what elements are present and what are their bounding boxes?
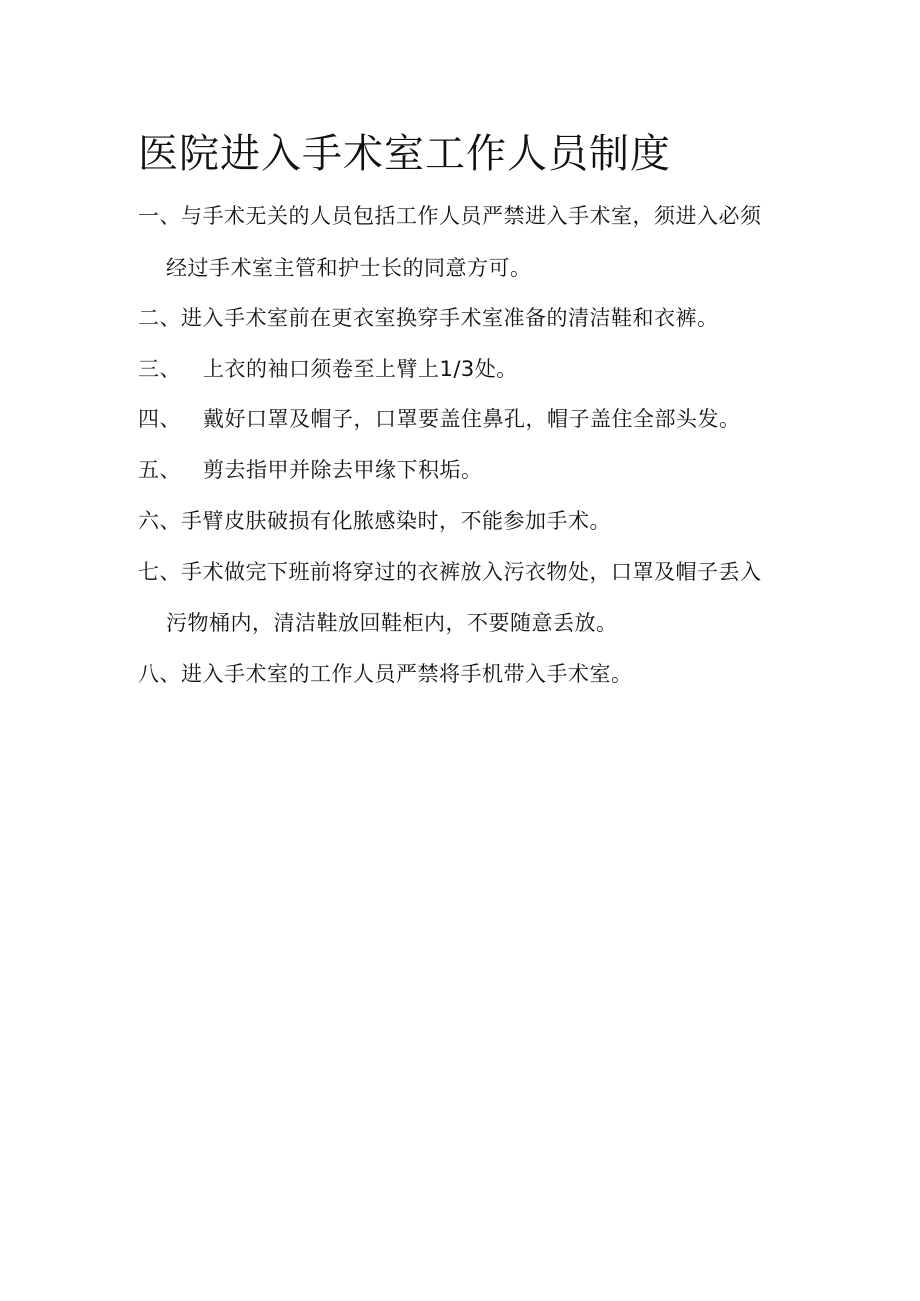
rule-number: 五、: [138, 458, 181, 482]
rule-text: 手臂皮肤破损有化脓感染时，不能参加手术。: [181, 509, 611, 533]
rule-continuation: 经过手术室主管和护士长的同意方可。: [166, 256, 532, 280]
rule-text: 戴好口罩及帽子，口罩要盖住鼻孔，帽子盖住全部头发。: [203, 407, 741, 431]
document-title: 医院进入手术室工作人员制度: [138, 131, 671, 177]
rule-continuation: 污物桶内，清洁鞋放回鞋柜内，不要随意丢放。: [166, 611, 618, 635]
rule-number: 四、: [138, 407, 181, 431]
rule-number: 八、: [138, 662, 181, 686]
rule-text: 进入手术室的工作人员严禁将手机带入手术室。: [181, 662, 633, 686]
rule-text: 上衣的袖口须卷至上臂上1/3处。: [203, 357, 518, 381]
rule-number: 七、: [138, 560, 181, 584]
rule-text: 剪去指甲并除去甲缘下积垢。: [203, 458, 483, 482]
rule-item: [138, 356, 518, 383]
rule-item: [138, 305, 719, 332]
rule-item: [138, 508, 611, 535]
rule-number: 三、: [138, 357, 181, 381]
rule-number: 六、: [138, 509, 181, 533]
rule-text: 与手术无关的人员包括工作人员严禁进入手术室，须进入必须: [181, 204, 762, 228]
rule-number: 二、: [138, 306, 181, 330]
rule-number: 一、: [138, 204, 181, 228]
rule-item: [138, 559, 762, 586]
rule-item: [138, 457, 483, 484]
rule-item: [138, 661, 633, 688]
rule-item: [138, 406, 741, 433]
rule-item: [138, 203, 762, 230]
rule-text: 手术做完下班前将穿过的衣裤放入污衣物处，口罩及帽子丢入: [181, 560, 762, 584]
rule-text: 进入手术室前在更衣室换穿手术室准备的清洁鞋和衣裤。: [181, 306, 719, 330]
